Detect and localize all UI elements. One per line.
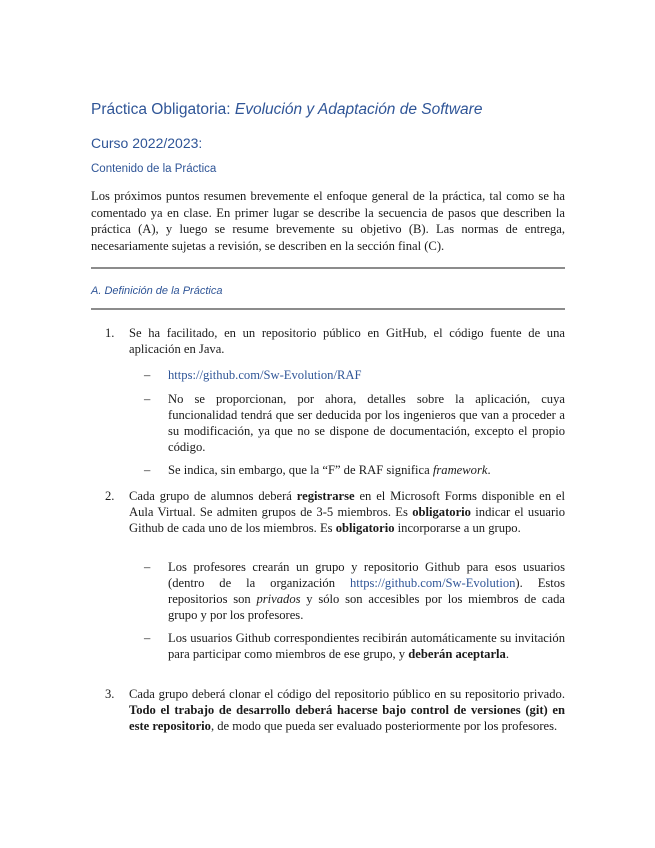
list-item-number: 2.	[105, 489, 115, 503]
dash-bullet: –	[144, 631, 151, 645]
framework-term: framework	[432, 463, 488, 477]
dash-bullet: –	[144, 392, 151, 406]
list-item-text: Cada grupo de alumnos deberá registrarse en el Microsoft Forms disponible en el Aula Virtual. Se admiten grupos de 3-5 miembros. Es obligatorio indicar el usuario Github de cada uno de los miembros. Es obligatorio incorporarse a un grupo.	[129, 489, 565, 535]
section-a-heading: A. Definición de la Práctica	[91, 285, 223, 297]
list-item-text: Se ha facilitado, en un repositorio público en GitHub, el código fuente de una aplicación en Java.	[129, 326, 565, 356]
title-subject: Evolución y Adaptación de Software	[234, 101, 483, 118]
list-item-2	[91, 488, 565, 536]
list-item-3	[91, 686, 565, 734]
intro-paragraph: Los próximos puntos resumen brevemente el enfoque general de la práctica, tal como se ha comentado ya en clase. En primer lugar se describe la secuencia de pasos que describen la práctica (A), y luego se resume brevemente su objetivo (B). Las normas de entrega, necesariamente sujetas a revisión, se describen en la sección final (C).	[91, 189, 565, 253]
org-link[interactable]: https://github.com/Sw-Evolution	[349, 576, 516, 590]
list-item-1	[91, 325, 565, 357]
document-title	[91, 101, 482, 119]
sub-item-1-2	[91, 391, 565, 455]
list-item-number: 1.	[105, 326, 115, 340]
sub-item-text: Los usuarios Github correspondientes recibirán automáticamente su invitación para participar como miembros de ese grupo, y deberán aceptarla.	[168, 631, 565, 661]
section-divider-top	[91, 267, 565, 269]
dash-bullet: –	[144, 368, 151, 382]
sub-item-text: Los profesores crearán un grupo y repositorio Github para esos usuarios (dentro de la organización https://github.com/Sw-Evolution). Estos repositorios son privados y sólo son accesibles por los miembros de cada grupo y por los profesores.	[168, 560, 565, 622]
dash-bullet: –	[144, 463, 151, 477]
raf-repo-link[interactable]: https://github.com/Sw-Evolution/RAF	[168, 368, 362, 382]
sub-item-2-1	[91, 559, 565, 623]
title-prefix: Práctica Obligatoria:	[91, 101, 235, 118]
sub-item-2-2	[91, 630, 565, 662]
contents-heading: Contenido de la Práctica	[91, 163, 217, 175]
dash-bullet: –	[144, 560, 151, 574]
sub-item-1-3	[91, 462, 565, 478]
list-item-number: 3.	[105, 687, 115, 701]
sub-item-text: No se proporcionan, por ahora, detalles sobre la aplicación, cuya funcionalidad tendrá que ser deducida por los ingenieros que van a proceder a su modificación, ya que no se dispone de documentación, excepto el propio código.	[168, 392, 565, 454]
sub-item-1-1	[91, 367, 565, 383]
sub-item-text: Se indica, sin embargo, que la “F” de RAF significa framework.	[168, 463, 491, 477]
section-divider-bottom	[91, 308, 565, 310]
list-item-text: Cada grupo deberá clonar el código del repositorio público en su repositorio privado. Todo el trabajo de desarrollo deberá hacerse bajo control de versiones (git) en este repositorio, de modo que pueda ser evaluado posteriormente por los profesores.	[129, 687, 565, 733]
course-heading: Curso 2022/2023:	[91, 135, 203, 151]
